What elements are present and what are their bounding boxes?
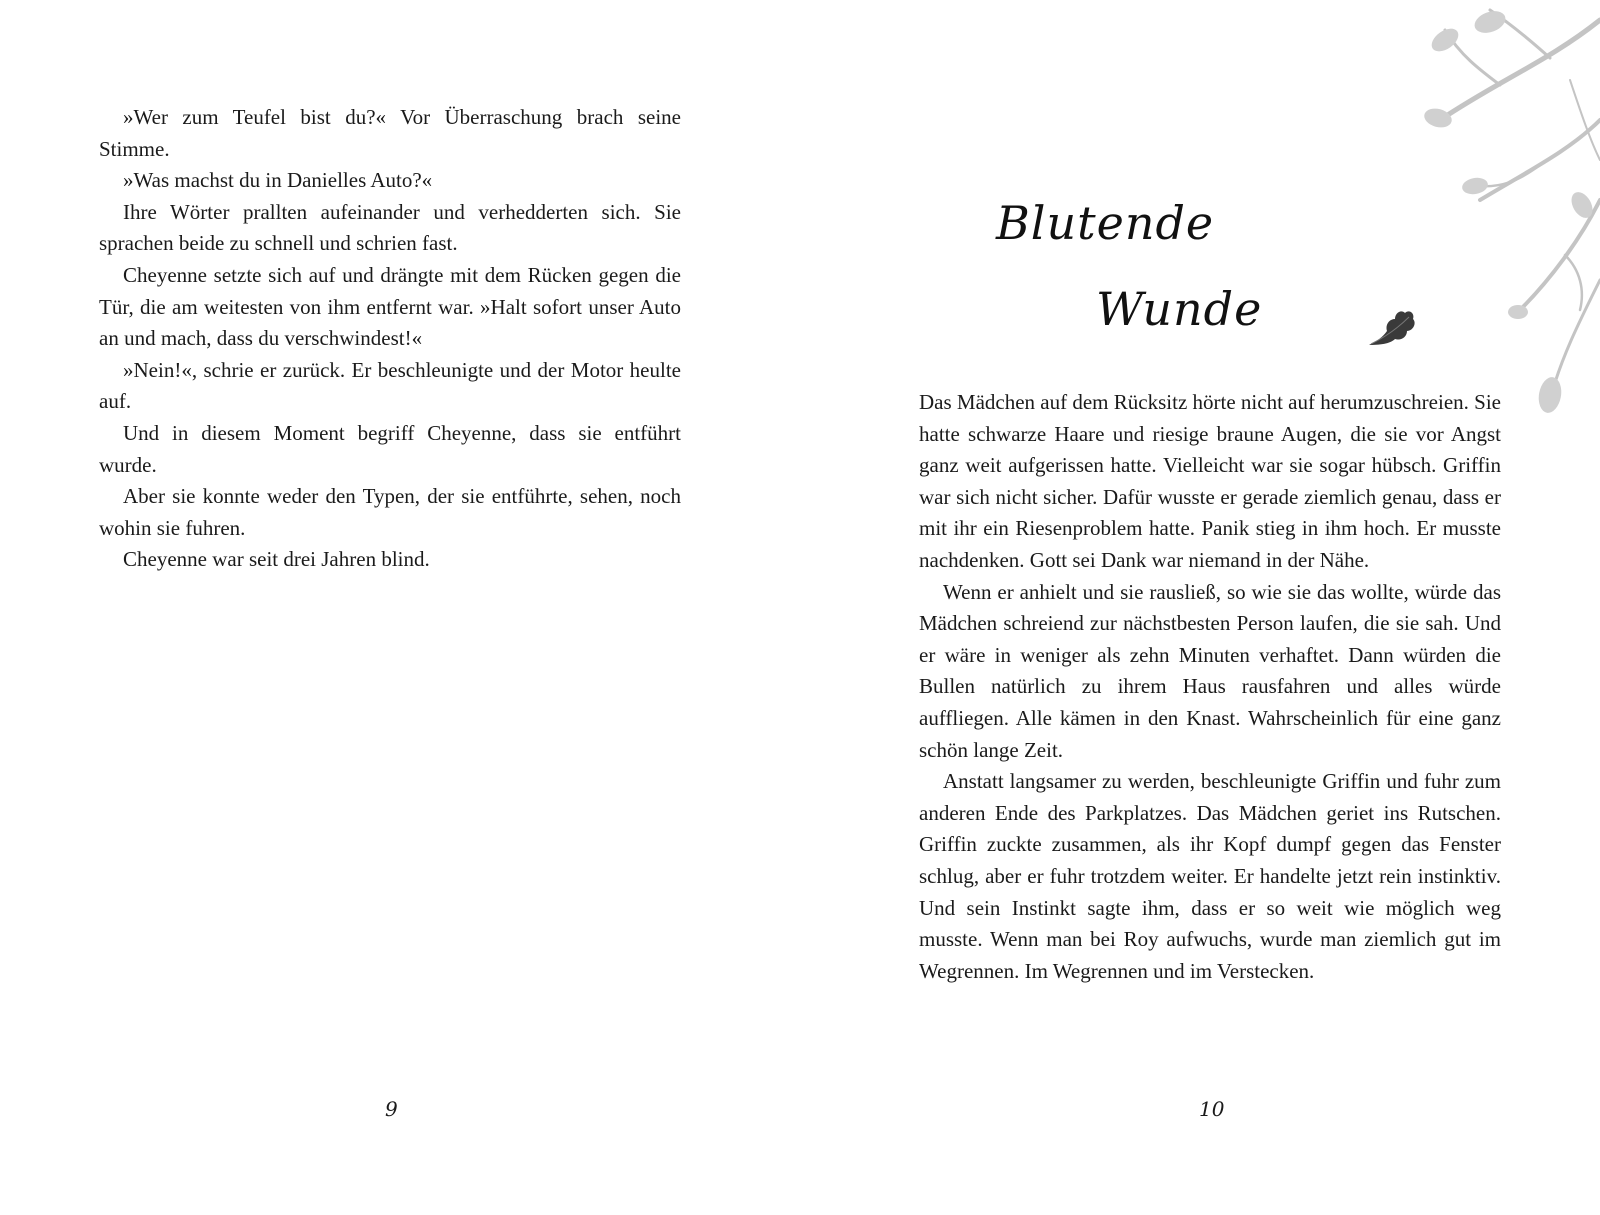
right-page bbox=[800, 0, 1600, 1215]
paragraph: Anstatt langsamer zu werden, beschleunigte Griffin und fuhr zum anderen Ende des Parkplatzes. Das Mädchen geriet ins Rutschen. Griffin zuckte zusammen, als ihr Kopf dumpf gegen das Fenster schlug, aber er fuhr trotzdem weiter. Er handelte jetzt rein instinktiv. Und sein Instinkt sagte ihm, dass er so weit wie möglich weg musste. Wenn man bei Roy aufwuchs, wurde man ziemlich gut im Wegrennen. Im Wegrennen und im Verstecken. bbox=[919, 769, 1501, 983]
chapter-title-line-1: Blutende bbox=[996, 196, 1215, 250]
paragraph: »Nein!«, schrie er zurück. Er beschleunigte und der Motor heulte auf. bbox=[99, 357, 681, 414]
oak-leaf-icon bbox=[1365, 305, 1417, 349]
paragraph: »Wer zum Teufel bist du?« Vor Überraschung brach seine Stimme. bbox=[99, 105, 681, 161]
paragraph: Wenn er anhielt und sie rausließ, so wie sie das wollte, würde das Mädchen schreiend zur nächstbesten Person laufen, die sie sah. Und er wäre in weniger als zehn Minuten verhaftet. Dann würden die Bullen natürlich zu ihrem Haus rausfahren und alles würde auffliegen. Alle kämen in den Knast. Wahrscheinlich für eine ganz schön lange Zeit. bbox=[919, 579, 1501, 762]
page-number-left: 9 bbox=[385, 1097, 398, 1121]
paragraph: Ihre Wörter prallten aufeinander und verhedderten sich. Sie sprachen beide zu schnell und schrien fast. bbox=[99, 199, 681, 256]
paragraph: Cheyenne war seit drei Jahren blind. bbox=[123, 547, 430, 572]
page-number-right: 10 bbox=[1199, 1097, 1225, 1121]
paragraph: »Was machst du in Danielles Auto?« bbox=[123, 168, 433, 193]
paragraph: Und in diesem Moment begriff Cheyenne, dass sie entführt wurde. bbox=[99, 420, 681, 477]
left-page-body bbox=[99, 102, 681, 576]
paragraph: Das Mädchen auf dem Rücksitz hörte nicht auf herumzuschreien. Sie hatte schwarze Haare und riesige braune Augen, die sie vor Angst ganz weit aufgerissen hatte. Vielleicht war sie sogar hübsch. Griffin war sich nicht sicher. Dafür wusste er gerade ziemlich genau, dass er mit ihr ein Riesenproblem hatte. Panik stieg in ihm hoch. Er musste nachdenken. Gott sei Dank war niemand in der Nähe. bbox=[919, 390, 1501, 572]
paragraph: Cheyenne setzte sich auf und drängte mit dem Rücken gegen die Tür, die am weitesten von ihm entfernt war. »Halt sofort unser Auto an und mach, dass du verschwindest!« bbox=[99, 262, 681, 351]
right-page-body bbox=[919, 387, 1501, 987]
paragraph: Aber sie konnte weder den Typen, der sie entführte, sehen, noch wohin sie fuhren. bbox=[99, 484, 681, 540]
chapter-title-line-2: Wunde bbox=[1096, 282, 1263, 336]
oak-branch-illustration bbox=[1250, 0, 1600, 440]
